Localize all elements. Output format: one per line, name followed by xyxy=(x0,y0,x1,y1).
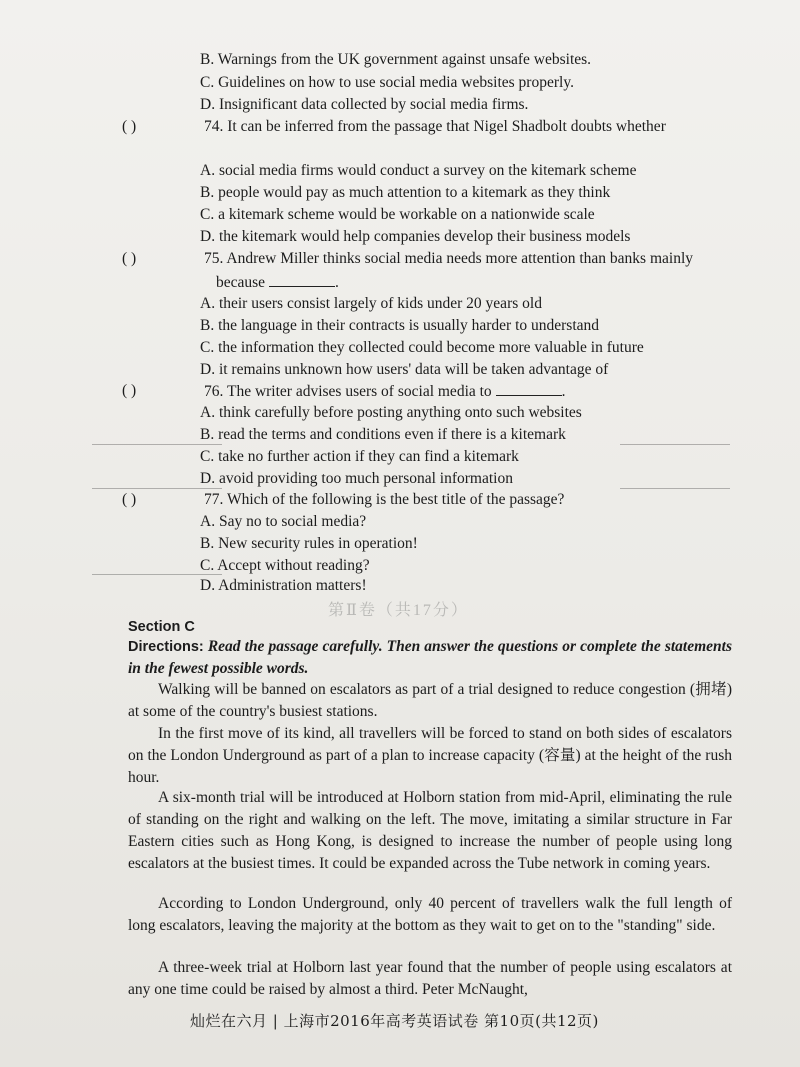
q76-option-a: A. think carefully before posting anything onto such websites xyxy=(200,404,582,421)
q76-option-b: B. read the terms and conditions even if there is a kitemark xyxy=(200,426,566,443)
q77-stem: 77. Which of the following is the best title of the passage? xyxy=(204,491,565,508)
q75-stem: 75. Andrew Miller thinks social media needs more attention than banks mainly xyxy=(204,250,694,267)
q77-option-b: B. New security rules in operation! xyxy=(200,535,418,552)
q76-stem-period: . xyxy=(561,383,566,400)
q75-stem-period: . xyxy=(334,274,339,291)
q73-option-c: C. Guidelines on how to use social media websites properly. xyxy=(200,74,574,91)
q74-option-b: B. people would pay as much attention to a kitemark as they think xyxy=(200,184,611,201)
section-c-heading: Section C xyxy=(128,619,195,635)
passage-paragraph-1: Walking will be banned on escalators as part of a trial designed to reduce congestion (拥堵) at some of the country's busiest stations. xyxy=(128,681,732,720)
q74-stem: 74. It can be inferred from the passage that Nigel Shadbolt doubts whether xyxy=(204,118,666,135)
q76-option-c: C. take no further action if they can find a kitemark xyxy=(200,448,519,465)
q76-blank[interactable] xyxy=(496,381,562,396)
passage-paragraph-2: In the first move of its kind, all travellers will be forced to stand on both sides of escalators on the London Underground as part of a plan to increase capacity (容量) at the height of the rush hour. xyxy=(128,725,732,786)
directions-label: Directions: xyxy=(128,639,204,655)
q74-option-a: A. social media firms would conduct a survey on the kitemark scheme xyxy=(200,162,637,179)
q75-option-d: D. it remains unknown how users' data will be taken advantage of xyxy=(200,361,609,378)
q76-option-d: D. avoid providing too much personal information xyxy=(200,470,513,487)
directions-text: Read the passage carefully. Then answer the questions or complete the statements in the fewest possible words. xyxy=(128,638,732,677)
page-footer: 灿烂在六月 | 上海市2016年高考英语试卷 第10页(共12页) xyxy=(190,1012,599,1030)
q77-option-a: A. Say no to social media? xyxy=(200,513,367,530)
q77-answer-bracket[interactable]: ( ) xyxy=(122,491,137,508)
q75-option-b: B. the language in their contracts is usually harder to understand xyxy=(200,317,600,334)
q73-option-b: B. Warnings from the UK government against unsafe websites. xyxy=(200,51,592,68)
passage-paragraph-3: A six-month trial will be introduced at Holborn station from mid-April, eliminating the rule of standing on the right and walking on the left. The move, imitating a similar structure in Far Eastern cities such as Hong Kong, is designed to increase the number of people using long escalators at the busiest times. It could be expanded across the Tube network in coming years. xyxy=(128,789,732,872)
q75-blank[interactable] xyxy=(269,272,335,287)
q75-option-c: C. the information they collected could become more valuable in future xyxy=(200,339,644,356)
passage-paragraph-4: According to London Underground, only 40 percent of travellers walk the full length of long escalators, leaving the majority at the bottom as they wait to get on to the "standing" side. xyxy=(128,895,732,934)
q76-stem-text: 76. The writer advises users of social media to xyxy=(204,383,492,400)
q74-option-d: D. the kitemark would help companies develop their business models xyxy=(200,228,631,245)
q76-answer-bracket[interactable]: ( ) xyxy=(122,382,137,399)
passage-paragraph-5: A three-week trial at Holborn last year found that the number of people using escalators at any one time could be raised by almost a third. Peter McNaught, xyxy=(128,959,732,998)
q73-option-d: D. Insignificant data collected by social media firms. xyxy=(200,96,529,113)
bleed-rule xyxy=(620,444,730,445)
section-stamp: 第Ⅱ卷（共17分） xyxy=(328,602,469,619)
q75-stem-line2 xyxy=(216,272,339,293)
q75-answer-bracket[interactable]: ( ) xyxy=(122,250,137,267)
q75-stem-because: because xyxy=(216,274,266,291)
bleed-rule xyxy=(620,488,730,489)
q74-answer-bracket[interactable]: ( ) xyxy=(122,118,137,135)
q76-stem xyxy=(204,381,565,402)
q77-option-d: D. Administration matters! xyxy=(200,577,367,594)
section-c-directions xyxy=(128,636,732,680)
q77-option-c: C. Accept without reading? xyxy=(200,557,370,574)
q74-option-c: C. a kitemark scheme would be workable on a nationwide scale xyxy=(200,206,595,223)
q75-option-a: A. their users consist largely of kids under 20 years old xyxy=(200,295,542,312)
